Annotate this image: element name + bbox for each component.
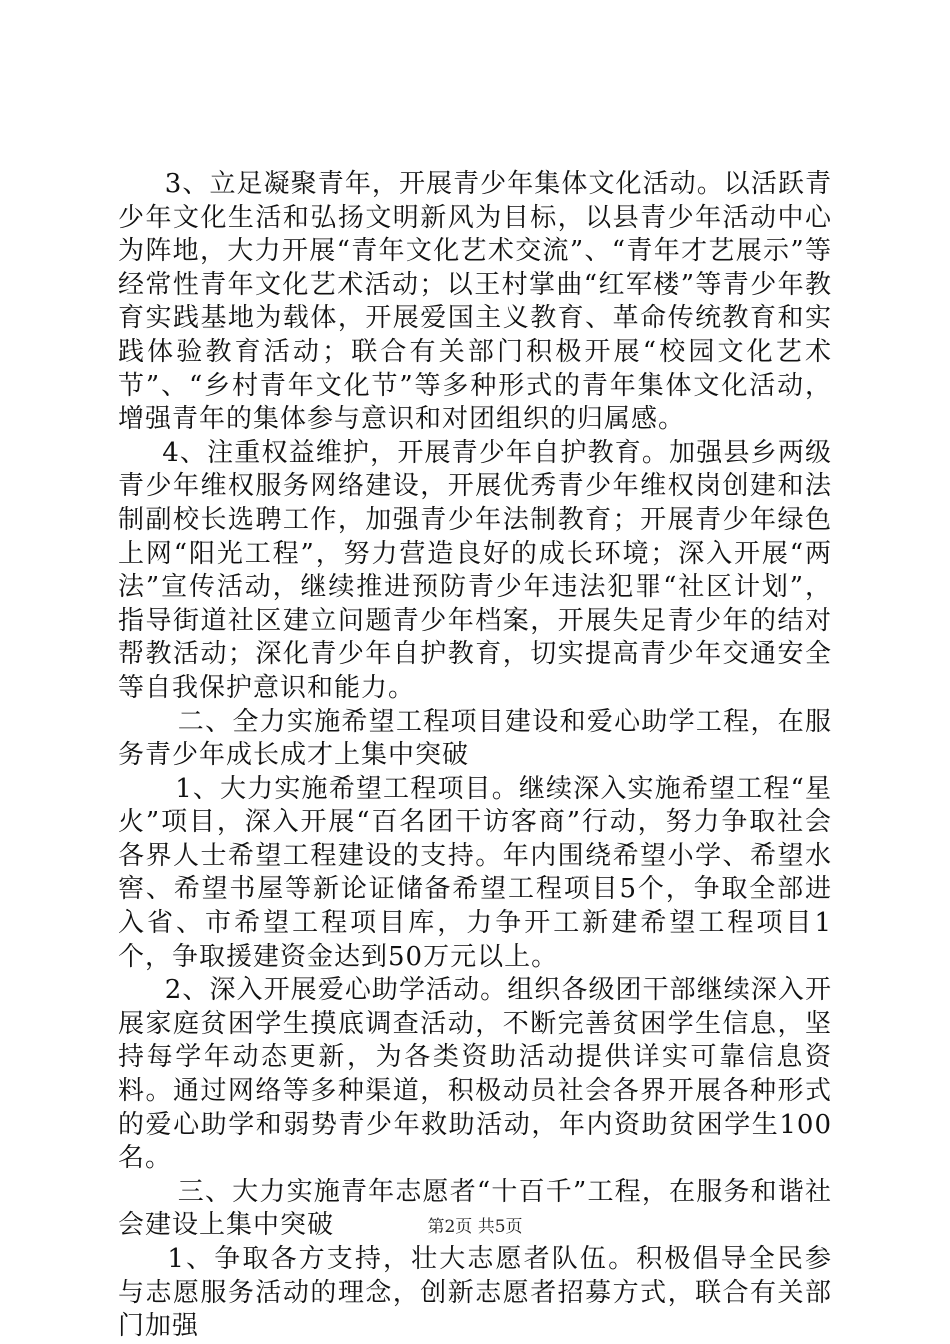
paragraph-hope-project: 1、大力实施希望工程项目。继续深入实施希望工程“星火”项目，深入开展“百名团干访客商”行动，努力争取社会各界人士希望工程建设的支持。年内围绕希望小学、希望水窖、希望书屋等新论证储备希望工程项目5个，争取全部进入省、市希望工程项目库，力争开工新建希望工程项目1个，争取援建资金达到50万元以上。 — [118, 773, 832, 972]
paragraph-student-aid: 2、深入开展爱心助学活动。组织各级团干部继续深入开展家庭贫困学生摸底调查活动，不断完善贫困学生信息，坚持每学年动态更新，为各类资助活动提供详实可靠信息资料。通过网络等多种渠道，积极动员社会各界开展各种形式的爱心助学和弱势青少年救助活动，年内资助贫困学生100名。 — [118, 975, 832, 1174]
section-heading-volunteers: 三、大力实施青年志愿者“十百千”工程，在服务和谐社会建设上集中突破 — [118, 1176, 832, 1241]
paragraph-culture-activities: 3、立足凝聚青年，开展青少年集体文化活动。以活跃青少年文化生活和弘扬文明新风为目标，以县青少年活动中心为阵地，大力开展“青年文化艺术交流”、“青年才艺展示”等经常性青年文化艺术活动；以王村掌曲“红军楼”等青少年教育实践基地为载体，开展爱国主义教育、革命传统教育和实践体验教育活动；联合有关部门积极开展“校园文化艺术节”、“乡村青年文化节”等多种形式的青年集体文化活动，增强青年的集体参与意识和对团组织的归属感。 — [118, 169, 832, 435]
page-number-footer: 第2页 共5页 — [427, 1217, 523, 1237]
paragraph-rights-protection: 4、注重权益维护，开展青少年自护教育。加强县乡两级青少年维权服务网络建设，开展优秀青少年维权岗创建和法制副校长选聘工作，加强青少年法制教育；开展青少年绿色上网“阳光工程”，努力营造良好的成长环境；深入开展“两法”宣传活动，继续推进预防青少年违法犯罪“社区计划”，指导街道社区建立问题青少年档案，开展失足青少年的结对帮教活动；深化青少年自护教育，切实提高青少年交通安全等自我保护意识和能力。 — [118, 437, 832, 703]
paragraph-volunteer-team: 1、争取各方支持，壮大志愿者队伍。积极倡导全民参与志愿服务活动的理念，创新志愿者招募方式，联合有关部门加强 — [118, 1244, 832, 1342]
document-body — [118, 168, 832, 1344]
section-heading-hope-project: 二、全力实施希望工程项目建设和爱心助学工程，在服务青少年成长成才上集中突破 — [118, 706, 832, 771]
